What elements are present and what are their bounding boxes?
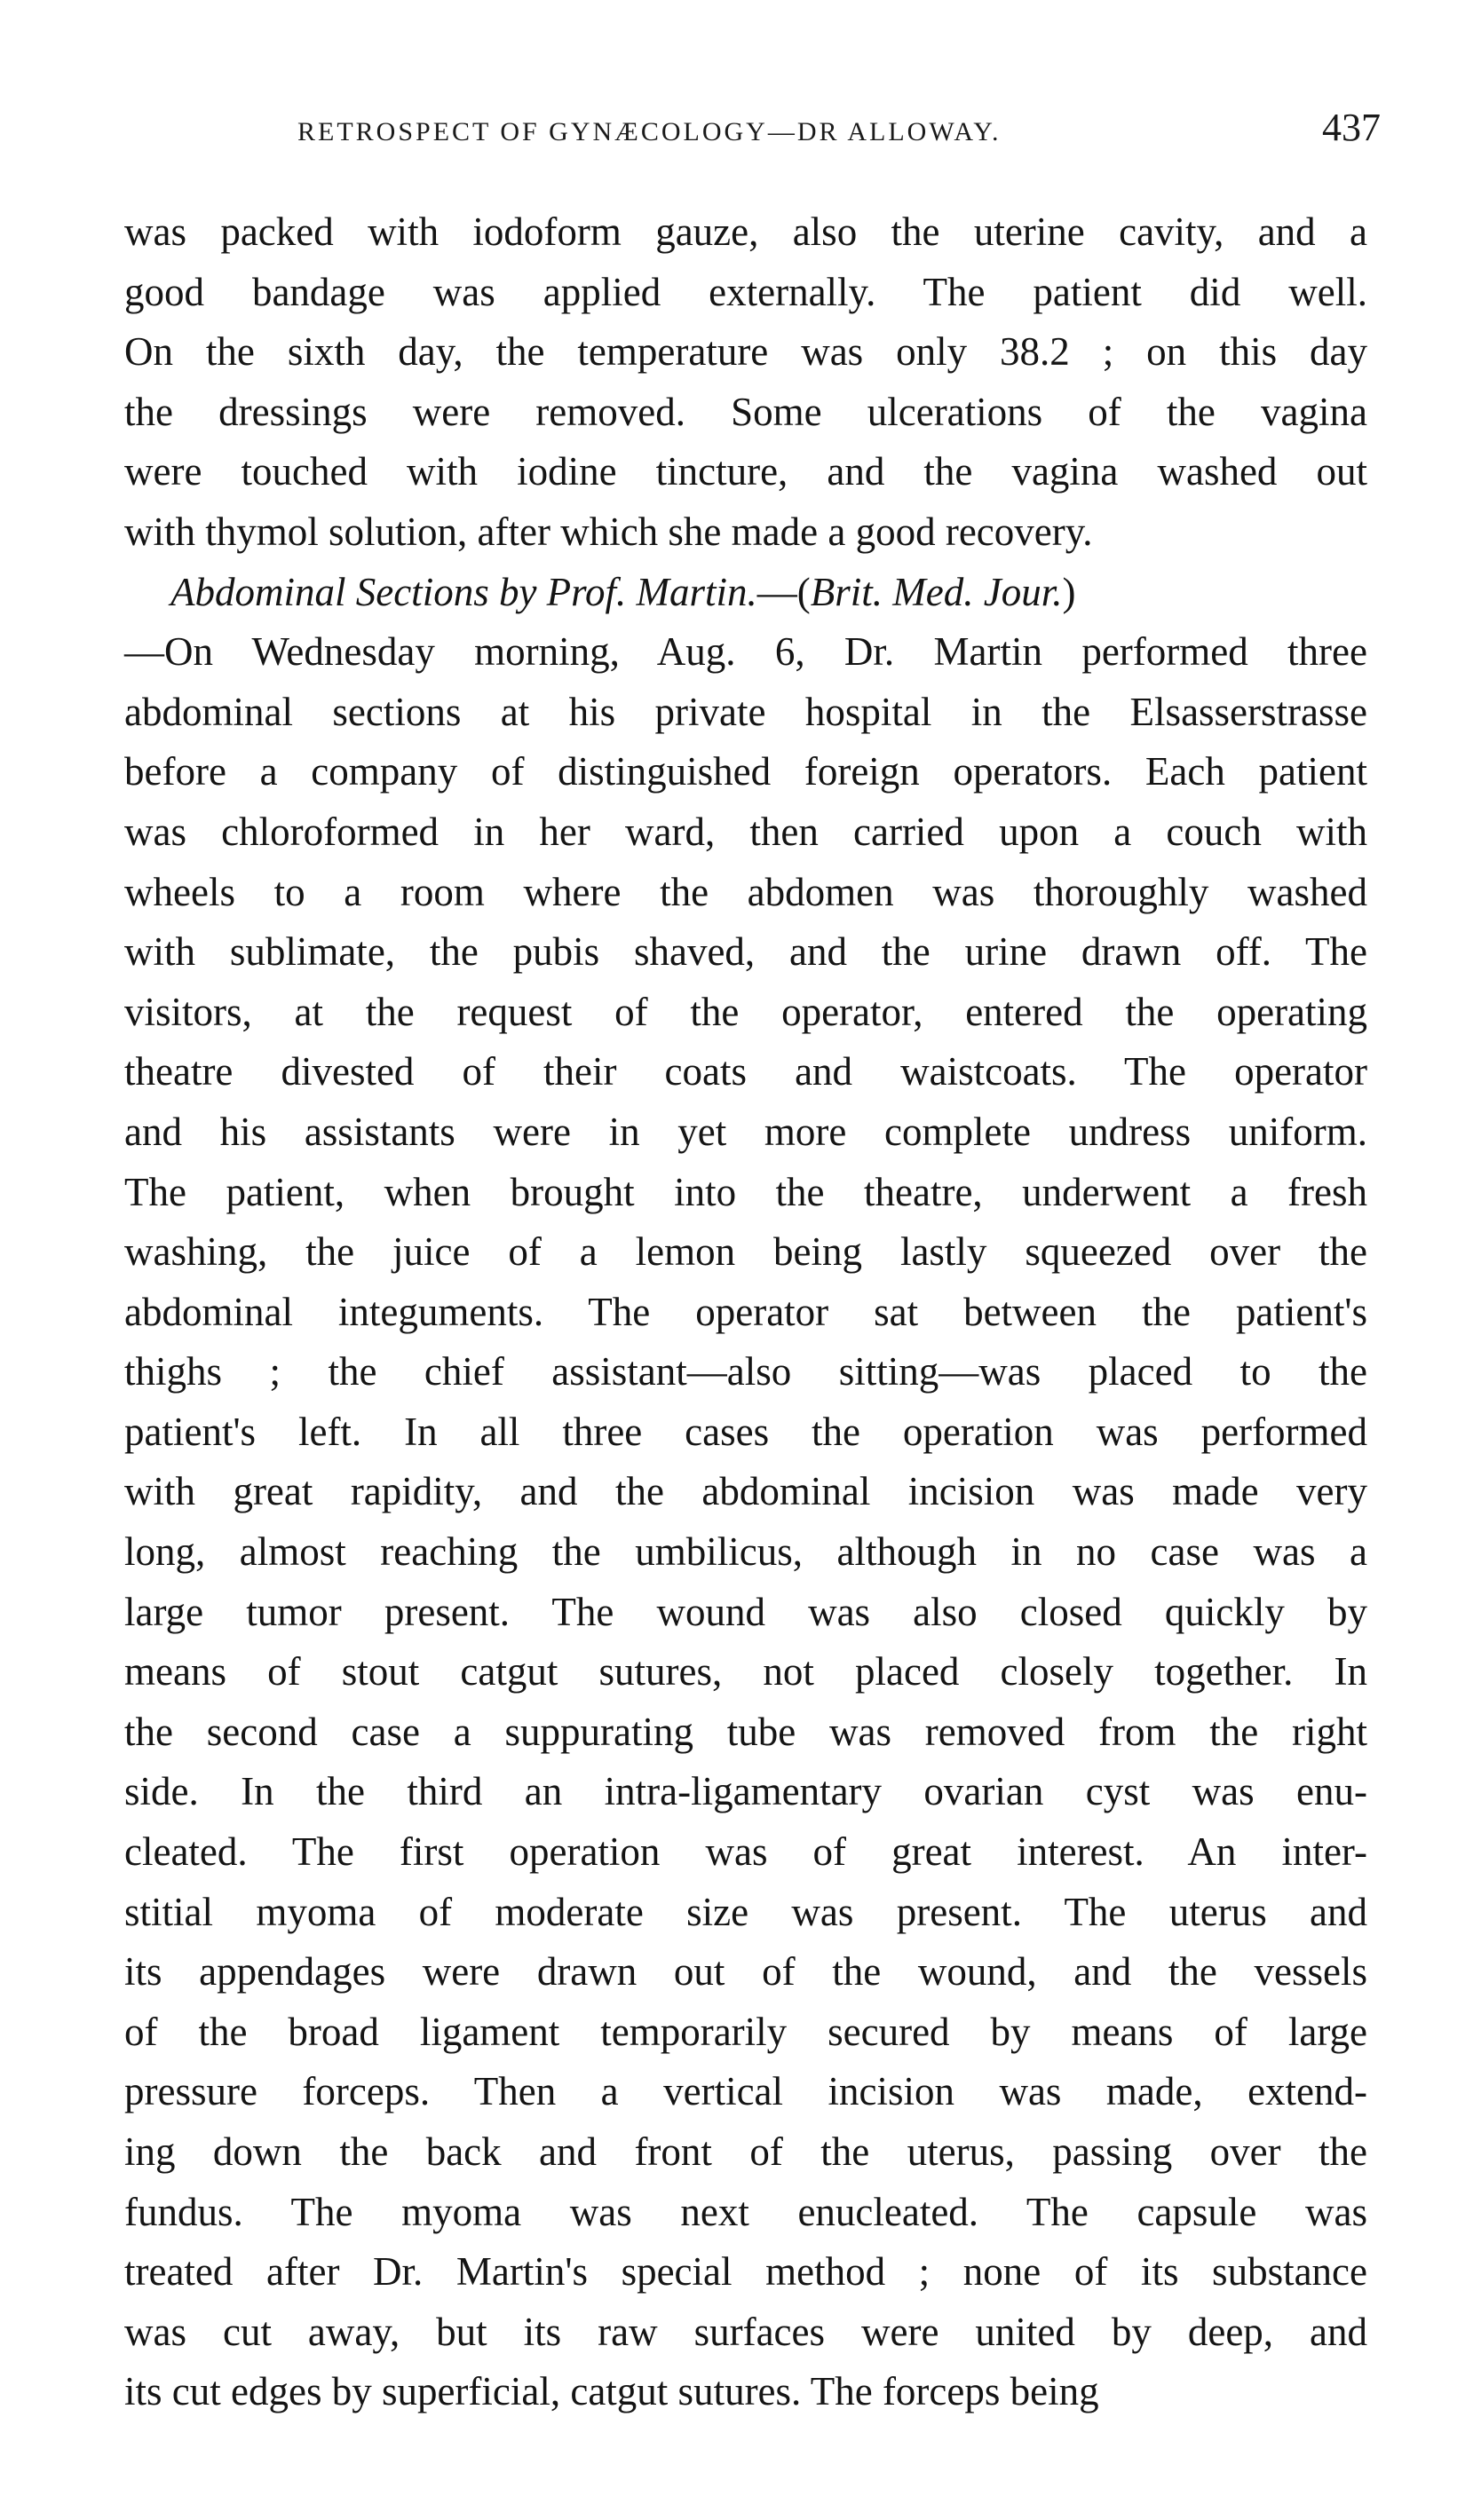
source-citation: Brit. Med. Jour. xyxy=(810,569,1063,614)
text-line: its cut edges by superficial, catgut sutures. The forceps being xyxy=(124,2369,1099,2414)
text-line: and his assistants were in yet more complete undress uniform. xyxy=(124,1109,1367,1154)
text-line: pressure forceps. Then a vertical incision was made, extend- xyxy=(124,2069,1367,2114)
running-head: RETROSPECT OF GYNÆCOLOGY—DR ALLOWAY. xyxy=(297,117,1002,146)
text-line: large tumor present. The wound was also closed quickly by xyxy=(124,1589,1367,1634)
text-line: was packed with iodoform gauze, also the uterine cavity, and a xyxy=(124,209,1367,254)
text-line: washing, the juice of a lemon being lastly squeezed over the xyxy=(124,1229,1367,1275)
text-line: before a company of distinguished foreign operators. Each patient xyxy=(124,749,1367,794)
section-title: Abdominal Sections by Prof. Martin. xyxy=(170,569,757,614)
text-line: of the broad ligament temporarily secured by means of large xyxy=(124,2009,1367,2054)
text-line: side. In the third an intra-ligamentary ovarian cyst was enu- xyxy=(124,1769,1367,1814)
text-line: —On Wednesday morning, Aug. 6, Dr. Martin performed three xyxy=(124,629,1367,675)
text-line: wheels to a room where the abdomen was thoroughly washed xyxy=(124,869,1367,914)
text-line: its appendages were drawn out of the wound, and the vessels xyxy=(124,1949,1367,1995)
text-line: was chloroformed in her ward, then carried upon a couch with xyxy=(124,809,1367,854)
text-line: On the sixth day, the temperature was only 38.2 ; on this day xyxy=(124,329,1367,375)
text-line: the second case a suppurating tube was removed from the right xyxy=(124,1709,1367,1754)
text-line: ing down the back and front of the uterus, passing over the xyxy=(124,2129,1367,2174)
text-line: fundus. The myoma was next enucleated. The capsule was xyxy=(124,2189,1367,2234)
text-line: the dressings were removed. Some ulcerations of the vagina xyxy=(124,389,1367,434)
text-line: good bandage was applied externally. The patient did well. xyxy=(124,269,1367,314)
text-line: with sublimate, the pubis shaved, and the urine drawn off. The xyxy=(124,929,1367,975)
text-line: with thymol solution, after which she made a good recovery. xyxy=(124,509,1093,554)
text-line: stitial myoma of moderate size was present. The uterus and xyxy=(124,1889,1367,1934)
page-number: 437 xyxy=(1322,106,1381,149)
text-line: The patient, when brought into the theatre, underwent a fresh xyxy=(124,1169,1367,1214)
text-line: means of stout catgut sutures, not placed closely together. In xyxy=(124,1649,1367,1694)
source-open: —( xyxy=(756,569,811,614)
text-line: treated after Dr. Martin's special method ; none of its substance xyxy=(124,2249,1367,2295)
page-header xyxy=(297,105,1381,158)
text-line: long, almost reaching the umbilicus, although in no case was a xyxy=(124,1529,1367,1575)
section-heading xyxy=(124,563,1367,623)
body-text xyxy=(124,202,1367,2422)
text-line: with great rapidity, and the abdominal incision was made very xyxy=(124,1469,1367,1514)
text-line: patient's left. In all three cases the operation was performed xyxy=(124,1409,1367,1454)
text-line: theatre divested of their coats and waistcoats. The operator xyxy=(124,1049,1367,1094)
text-line: abdominal sections at his private hospital in the Elsasserstrasse xyxy=(124,689,1367,734)
text-line: abdominal integuments. The operator sat between the patient's xyxy=(124,1289,1367,1334)
text-line: thighs ; the chief assistant—also sitting—was placed to the xyxy=(124,1349,1367,1394)
text-line: were touched with iodine tincture, and the vagina washed out xyxy=(124,449,1367,494)
source-close: ) xyxy=(1062,569,1076,614)
text-line: was cut away, but its raw surfaces were united by deep, and xyxy=(124,2309,1367,2354)
text-line: visitors, at the request of the operator, entered the operating xyxy=(124,989,1367,1034)
text-line: cleated. The first operation was of great interest. An inter- xyxy=(124,1829,1367,1875)
